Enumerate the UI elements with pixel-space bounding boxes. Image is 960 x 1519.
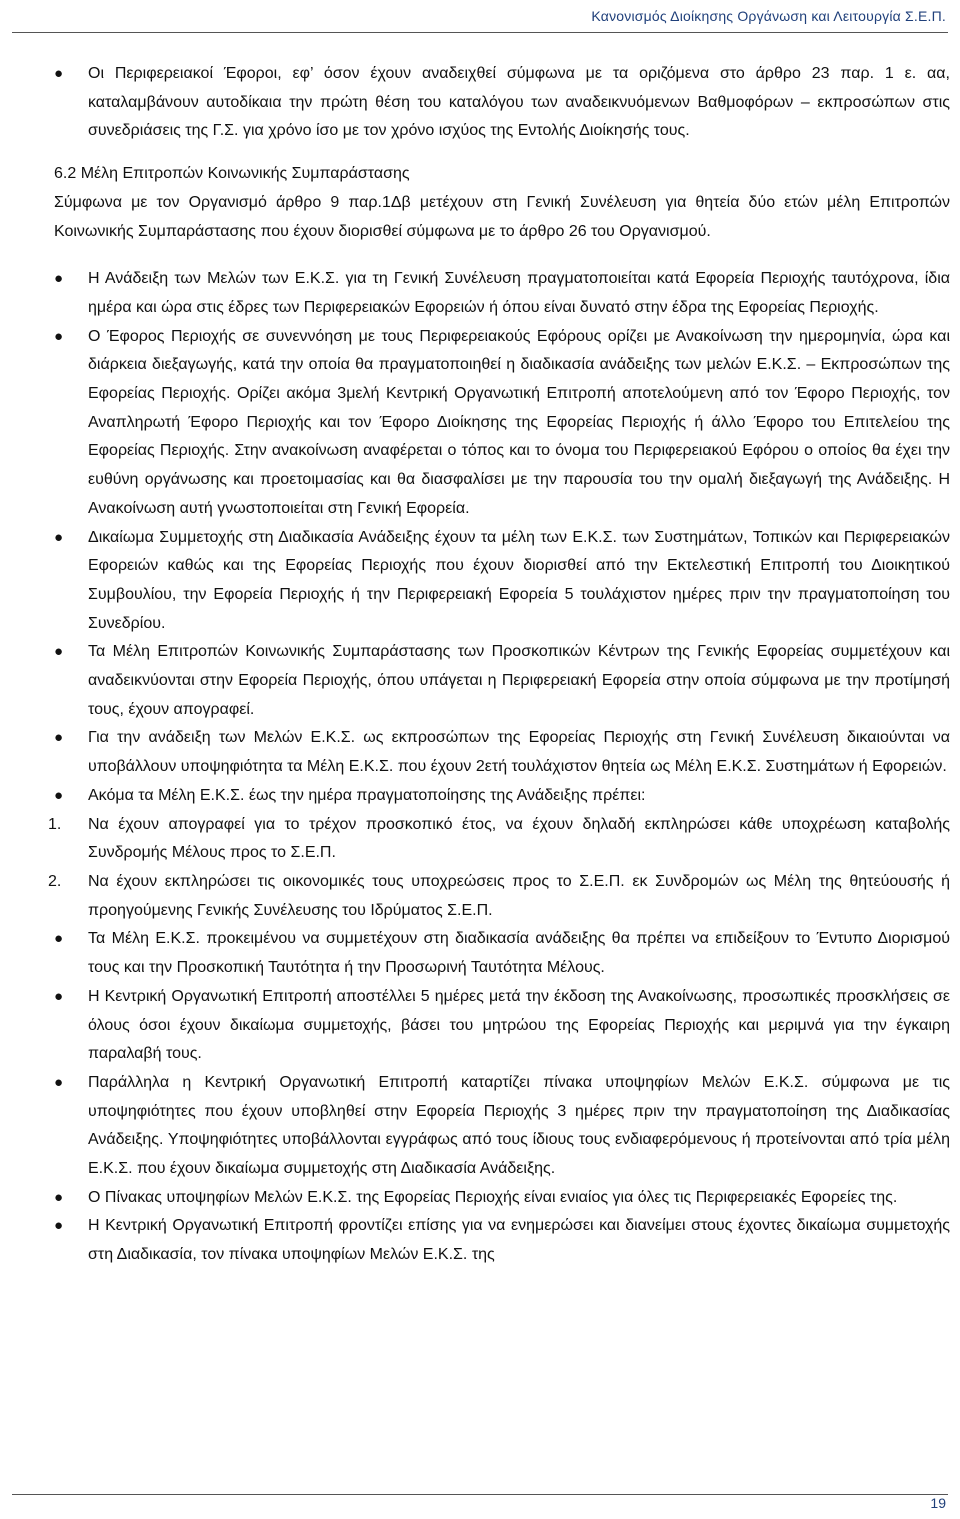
numbered-item bbox=[50, 868, 950, 925]
document-body bbox=[50, 60, 950, 1270]
bullet-icon: ● bbox=[54, 987, 64, 1005]
list-item bbox=[50, 524, 950, 639]
list-item-text: Η Κεντρική Οργανωτική Επιτροπή φροντίζει επίσης για να ενημερώσει και διανείμει στους έχοντες δικαίωμα συμμετοχής στη Διαδικασία, τον πίνακα υποψηφίων Μελών Ε.Κ.Σ. της bbox=[88, 1217, 950, 1264]
numbered-item-text: Να έχουν εκπληρώσει τις οικονομικές τους υποχρεώσεις προς το Σ.Ε.Π. εκ Συνδρομών ως Μέλη της θητεύουσής ή προηγούμενης Γενικής Συνέλευσης του Ιδρύματος Σ.Ε.Π. bbox=[88, 872, 950, 919]
header-divider bbox=[12, 32, 948, 33]
list-item-text: Τα Μέλη Ε.Κ.Σ. προκειμένου να συμμετέχουν στη διαδικασία ανάδειξης θα πρέπει να επιδείξουν το Έντυπο Διορισμού τους και την Προσκοπική Ταυτότητα ή την Προσωρινή Ταυτότητα Μέλους. bbox=[88, 930, 950, 977]
bullet-icon: ● bbox=[54, 729, 64, 747]
list-item-text: Τα Μέλη Επιτροπών Κοινωνικής Συμπαράστασης των Προσκοπικών Κέντρων της Γενικής Εφορείας συμμετέχουν και αναδεικνύονται στην Εφορεία Περιοχής, όπου υπάγεται η Περιφερειακή Εφορεία στην οποία σύμφωνα με την προτίμησή τους, έχουν απογραφεί. bbox=[88, 643, 950, 718]
bullet-icon: ● bbox=[54, 1188, 64, 1206]
list-item bbox=[50, 1184, 950, 1213]
numbered-item bbox=[50, 811, 950, 868]
bullet-icon: ● bbox=[54, 1217, 64, 1235]
footer-divider bbox=[12, 1494, 948, 1495]
list-item bbox=[50, 638, 950, 724]
numbered-item-text: Να έχουν απογραφεί για το τρέχον προσκοπικό έτος, να έχουν δηλαδή εκπληρώσει κάθε υποχρέωση καταβολής Συνδρομής Μέλους προς το Σ.Ε.Π. bbox=[88, 815, 950, 862]
running-header: Κανονισμός Διοίκησης Οργάνωση και Λειτουργία Σ.Ε.Π. bbox=[591, 8, 946, 24]
list-item-text: Οι Περιφερειακοί Έφοροι, εφ’ όσον έχουν αναδειχθεί σύμφωνα με τα οριζόμενα στο άρθρο 23 παρ. 1 ε. αα, καταλαμβάνουν αυτοδίκαια την πρώτη θέση του καταλόγου των αναδεικνυόμενων Βαθμοφόρων – εκπροσώπων στις συνεδριάσεις της Γ.Σ. για χρόνο ίσο με τον χρόνο ισχύος της Εντολής Διοίκησής τους. bbox=[88, 65, 950, 140]
item-number: 2. bbox=[48, 872, 62, 890]
list-item bbox=[50, 724, 950, 781]
page-number: 19 bbox=[930, 1495, 946, 1511]
list-item bbox=[50, 983, 950, 1069]
bullet-icon: ● bbox=[54, 1073, 64, 1091]
bullet-icon: ● bbox=[54, 643, 64, 661]
list-item-text: Ο Πίνακας υποψηφίων Μελών Ε.Κ.Σ. της Εφορείας Περιοχής είναι ενιαίος για όλες τις Περιφερειακές Εφορείες της. bbox=[88, 1188, 898, 1206]
bullet-icon: ● bbox=[54, 528, 64, 546]
bullet-icon: ● bbox=[54, 786, 64, 804]
list-item bbox=[50, 60, 950, 146]
list-item bbox=[50, 1212, 950, 1269]
bullet-icon: ● bbox=[54, 930, 64, 948]
bullet-icon: ● bbox=[54, 270, 64, 288]
bullet-icon: ● bbox=[54, 65, 64, 82]
item-number: 1. bbox=[48, 815, 62, 833]
list-item-text: Για την ανάδειξη των Μελών Ε.Κ.Σ. ως εκπροσώπων της Εφορείας Περιοχής στη Γενική Συνέλευση δικαιούνται να υποβάλλουν υποψηφιότητα τα Μέλη Ε.Κ.Σ. που έχουν 2ετή τουλάχιστον θητεία ως Μέλη Ε.Κ.Σ. Συστημάτων ή Εφορειών. bbox=[88, 729, 950, 776]
list-item-text: Ο Έφορος Περιοχής σε συνεννόηση με τους Περιφερειακούς Εφόρους ορίζει με Ανακοίνωση την ημερομηνία, ώρα και διάρκεια διεξαγωγής, κατά την οποία θα πραγματοποιηθεί η διαδικασία ανάδειξης των μελών Ε.Κ.Σ. – Εκπροσώπων της Εφορείας Περιοχής. Ορίζει ακόμα 3μελή Κεντρική Οργανωτική Επιτροπή αποτελούμενη από τον Έφορο Περιοχής, τον Αναπληρωτή Έφορο Περιοχής και τον Έφορο Διοίκησης της Εφορείας Περιοχής ή άλλο Έφορο του Επιτελείου της Εφορείας Περιοχής. Στην ανακοίνωση αναφέρεται ο τόπος και το όνομα του Περιφερειακού Εφόρου ο οποίος θα έχει την ευθύνη οργάνωσης και προετοιμασίας και θα διασφαλίσει με την παρουσία του την ομαλή διεξαγωγή της Ανάδειξης. Η Ανακοίνωση αυτή γνωστοποιείται στη Γενική Εφορεία. bbox=[88, 327, 950, 517]
list-item-text: Ακόμα τα Μέλη Ε.Κ.Σ. έως την ημέρα πραγματοποίησης της Ανάδειξης πρέπει: bbox=[88, 786, 646, 804]
list-item bbox=[50, 925, 950, 982]
paragraph: Σύμφωνα με τον Οργανισμό άρθρο 9 παρ.1Δβ μετέχουν στη Γενική Συνέλευση για θητεία δύο ετών μέλη Επιτροπών Κοινωνικής Συμπαράστασης που έχουν διορισθεί σύμφωνα με το άρθρο 26 του Οργανισμού. bbox=[54, 193, 950, 240]
section-block bbox=[50, 160, 950, 246]
list-item-text: Δικαίωμα Συμμετοχής στη Διαδικασία Ανάδειξης έχουν τα μέλη των Ε.Κ.Σ. των Συστημάτων, Τοπικών και Περιφερειακών Εφορειών καθώς και της Εφορείας Περιοχής που έχουν διορισθεί από την Εκτελεστική Επιτροπή του Διοικητικού Συμβουλίου, την Εφορεία Περιοχής ή την Περιφερειακή Εφορεία 5 τουλάχιστον ημέρες πριν την πραγματοποίηση του Συνεδρίου. bbox=[88, 528, 950, 632]
list-item-text: Η Κεντρική Οργανωτική Επιτροπή αποστέλλει 5 ημέρες μετά την έκδοση της Ανακοίνωσης, προσωπικές προσκλήσεις σε όλους όσοι έχουν δικαίωμα συμμετοχής, βάσει του μητρώου της Εφορείας Περιοχής και μεριμνά για την έγκαιρη παραλαβή τους. bbox=[88, 987, 950, 1063]
list-item-text: Η Ανάδειξη των Μελών των Ε.Κ.Σ. για τη Γενική Συνέλευση πραγματοποιείται κατά Εφορεία Περιοχής ταυτόχρονα, ίδια ημέρα και ώρα στις έδρες των Περιφερειακών Εφορειών ή όπου είναι δυνατό στην έδρα της Εφορείας Περιοχής. bbox=[88, 270, 950, 316]
list-item-text: Παράλληλα η Κεντρική Οργανωτική Επιτροπή καταρτίζει πίνακα υποψηφίων Μελών Ε.Κ.Σ. σύμφωνα με τις υποψηφιότητες που έχουν υποβληθεί στην Εφορεία Περιοχής 3 ημέρες πριν την πραγματοποίηση της Διαδικασίας Ανάδειξης. Υποψηφιότητες υποβάλλονται εγγράφως από τους ίδιους τους ενδιαφερόμενους ή προτείνονται από τρία μέλη Ε.Κ.Σ. που έχουν δικαίωμα συμμετοχής στη Διαδικασία Ανάδειξης. bbox=[88, 1073, 950, 1178]
list-item bbox=[50, 1069, 950, 1184]
section-heading: 6.2 Μέλη Επιτροπών Κοινωνικής Συμπαράστασης bbox=[54, 165, 410, 183]
list-item bbox=[50, 782, 950, 811]
bullet-icon: ● bbox=[54, 327, 64, 345]
list-item bbox=[50, 265, 950, 322]
list-item bbox=[50, 323, 950, 524]
